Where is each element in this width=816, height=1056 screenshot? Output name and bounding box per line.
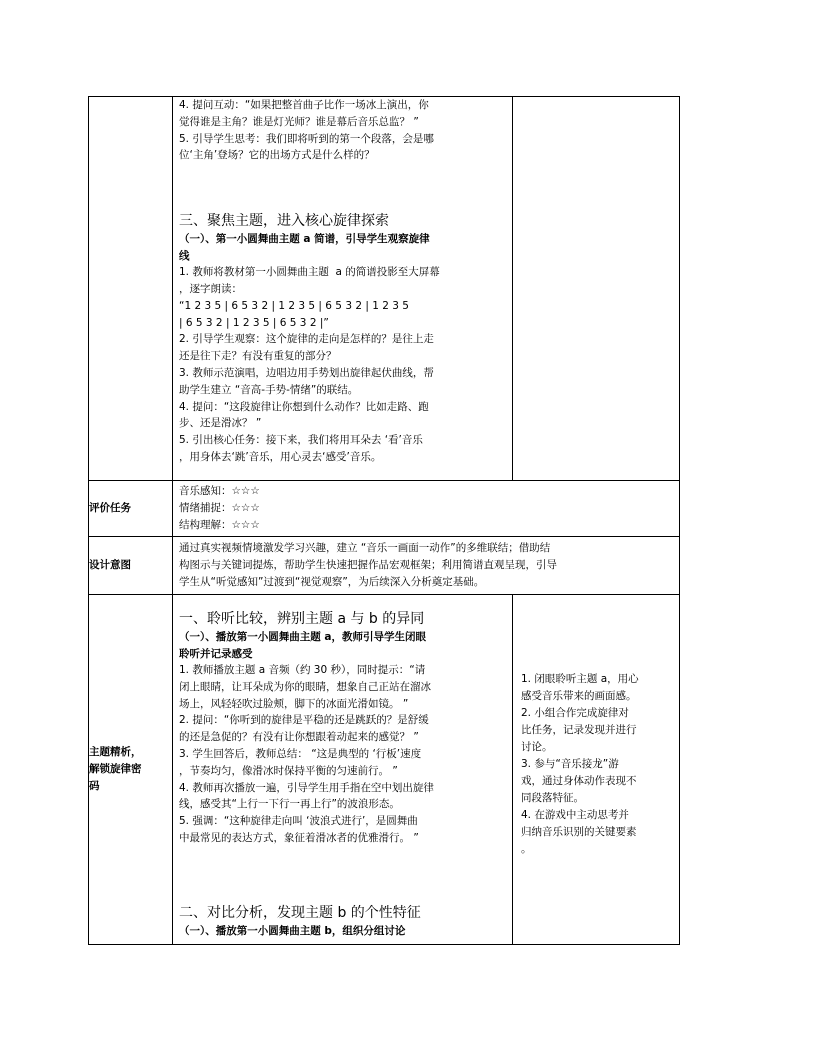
text-line: 的还是急促的？有没有让你想跟着动起来的感觉？ ” — [179, 731, 419, 744]
row-design-intent — [89, 537, 680, 595]
activity-line: 同段落特征。 — [521, 792, 584, 804]
row1-student-cell — [513, 97, 680, 481]
activity-line: 1. 闭眼聆听主题 a，用心 — [521, 673, 639, 685]
text-line: 3. 教师示范演唱，边唱边用手势划出旋律起伏曲线，帮 — [179, 366, 434, 379]
row1-content-cell — [173, 97, 513, 481]
text-line: 场上，风轻轻吹过脸颊，脚下的冰面光滑如镜。 ” — [179, 697, 409, 710]
theme-analysis-content — [173, 595, 513, 945]
label-line: 解锁旋律密 — [89, 763, 142, 775]
section-heading-3: 三、聚焦主题，进入核心旋律探索 — [179, 213, 389, 230]
text-line: 还是往下走？有没有重复的部分？ — [179, 350, 337, 363]
row-evaluation — [89, 481, 680, 537]
text-line: 5. 引导学生思考：我们即将听到的第一个段落，会是哪 — [179, 132, 434, 145]
text-line: 步、还是滑冰？ ” — [179, 417, 262, 430]
activity-line: 讨论。 — [521, 741, 553, 753]
subheading-line: 聆听并记录感受 — [179, 647, 253, 660]
notation-line: “1 2 3 5 | 6 5 3 2 | 1 2 3 5 | 6 5 3 2 | 1 2 3 5 — [179, 299, 409, 312]
text-line: 5. 引出核心任务：接下来，我们将用耳朵去 ‘看’音乐 — [179, 434, 423, 447]
text-line: ，节奏均匀，像滑冰时保持平衡的匀速前行。 ” — [179, 764, 398, 777]
activity-line: 戏，通过身体动作表现不 — [521, 775, 637, 787]
text-line: 3. 学生回答后，教师总结： “这是典型的 ‘行板’速度 — [179, 747, 422, 760]
text-line: 5. 强调：“这种旋律走向叫 ‘波浪式进行’，是圆舞曲 — [179, 815, 418, 828]
row-theme-analysis — [89, 595, 680, 945]
text-line: 中最常见的表达方式，象征着滑冰者的优雅滑行。 ” — [179, 831, 419, 844]
text-line: 4. 提问互动：“如果把整首曲子比作一场冰上演出，你 — [179, 99, 429, 111]
activity-line: 比任务，记录发现并进行 — [521, 724, 637, 736]
evaluation-label: 评价任务 — [89, 481, 173, 537]
text-line: 线，感受其“上行一下行一再上行”的波浪形态。 — [179, 798, 400, 811]
activity-line: 4. 在游戏中主动思考并 — [521, 809, 629, 821]
design-intent-label: 设计意图 — [89, 537, 173, 595]
text-line: 学生从“听觉感知”过渡到“视觉观察”，为后续深入分析奠定基础。 — [179, 575, 485, 588]
text-line: 1. 教师将教材第一小圆舞曲主题 a 的简谱投影至大屏幕 — [179, 266, 440, 279]
student-activity-cell — [513, 595, 680, 945]
text-line: 觉得谁是主角？谁是灯光师？谁是幕后音乐总监？ ” — [179, 115, 419, 128]
text-line: 位‘主角’登场？它的出场方式是什么样的？ — [179, 149, 375, 162]
text-line: 4. 教师再次播放一遍，引导学生用手指在空中划出旋律 — [179, 781, 434, 794]
theme-analysis-label — [89, 595, 173, 945]
section-heading-2: 二、对比分析，发现主题 b 的个性特征 — [179, 904, 421, 921]
activity-line: 3. 参与“音乐接龙”游 — [521, 758, 619, 770]
activity-line: 感受音乐带来的画面感。 — [521, 690, 637, 702]
label-line: 码 — [89, 780, 100, 792]
activity-line: 归纳音乐识别的关键要素 — [521, 826, 637, 838]
row-teaching-process — [89, 97, 680, 481]
evaluation-item: 音乐感知：☆☆☆ — [179, 485, 260, 497]
text-line: 通过真实视频情境激发学习兴趣，建立 “音乐一画面一动作”的多维联结；借助结 — [179, 542, 551, 554]
row1-label-cell — [89, 97, 173, 481]
text-line: 2. 提问：“你听到的旋律是平稳的还是跳跃的？是舒缓 — [179, 714, 429, 727]
text-line: 4. 提问：“这段旋律让你想到什么动作？比如走路、跑 — [179, 400, 429, 413]
notation-line: | 6 5 3 2 | 1 2 3 5 | 6 5 3 2 |” — [179, 316, 329, 329]
label-line: 主题精析， — [89, 746, 142, 758]
design-intent-content — [173, 537, 680, 595]
text-line: 闭上眼睛，让耳朵成为你的眼睛，想象自己正站在溜冰 — [179, 680, 431, 693]
subheading-line: 线 — [179, 249, 190, 262]
evaluation-content — [173, 481, 680, 537]
activity-line: 。 — [521, 843, 532, 855]
subheading-line: （一）、播放第一小圆舞曲主题 a，教师引导学生闭眼 — [179, 631, 426, 643]
text-line: 1. 教师播放主题 a 音频（约 30 秒），同时提示：“请 — [179, 664, 426, 676]
section-heading-1: 一、聆听比较，辨别主题 a 与 b 的异同 — [179, 611, 425, 627]
lesson-plan-table — [88, 96, 680, 945]
subheading-line: （一）、第一小圆舞曲主题 a 简谱，引导学生观察旋律 — [179, 233, 430, 246]
evaluation-item: 情绪捕捉：☆☆☆ — [179, 501, 260, 514]
evaluation-item: 结构理解：☆☆☆ — [179, 518, 260, 531]
text-line: ，用身体去‘跳’音乐，用心灵去‘感受’音乐。 — [179, 450, 382, 463]
text-line: 2. 引导学生观察：这个旋律的走向是怎样的？是往上走 — [179, 333, 434, 346]
activity-line: 2. 小组合作完成旋律对 — [521, 707, 629, 719]
text-line: 助学生建立 “音高-手势-情绪”的联结。 — [179, 383, 359, 396]
text-line: ，逐字朗读： — [179, 282, 242, 295]
text-line: 构图示与关键词提炼，帮助学生快速把握作品宏观框架；利用简谱直观呈现，引导 — [179, 558, 557, 571]
subheading-line: （一）、播放第一小圆舞曲主题 b，组织分组讨论 — [179, 924, 406, 937]
